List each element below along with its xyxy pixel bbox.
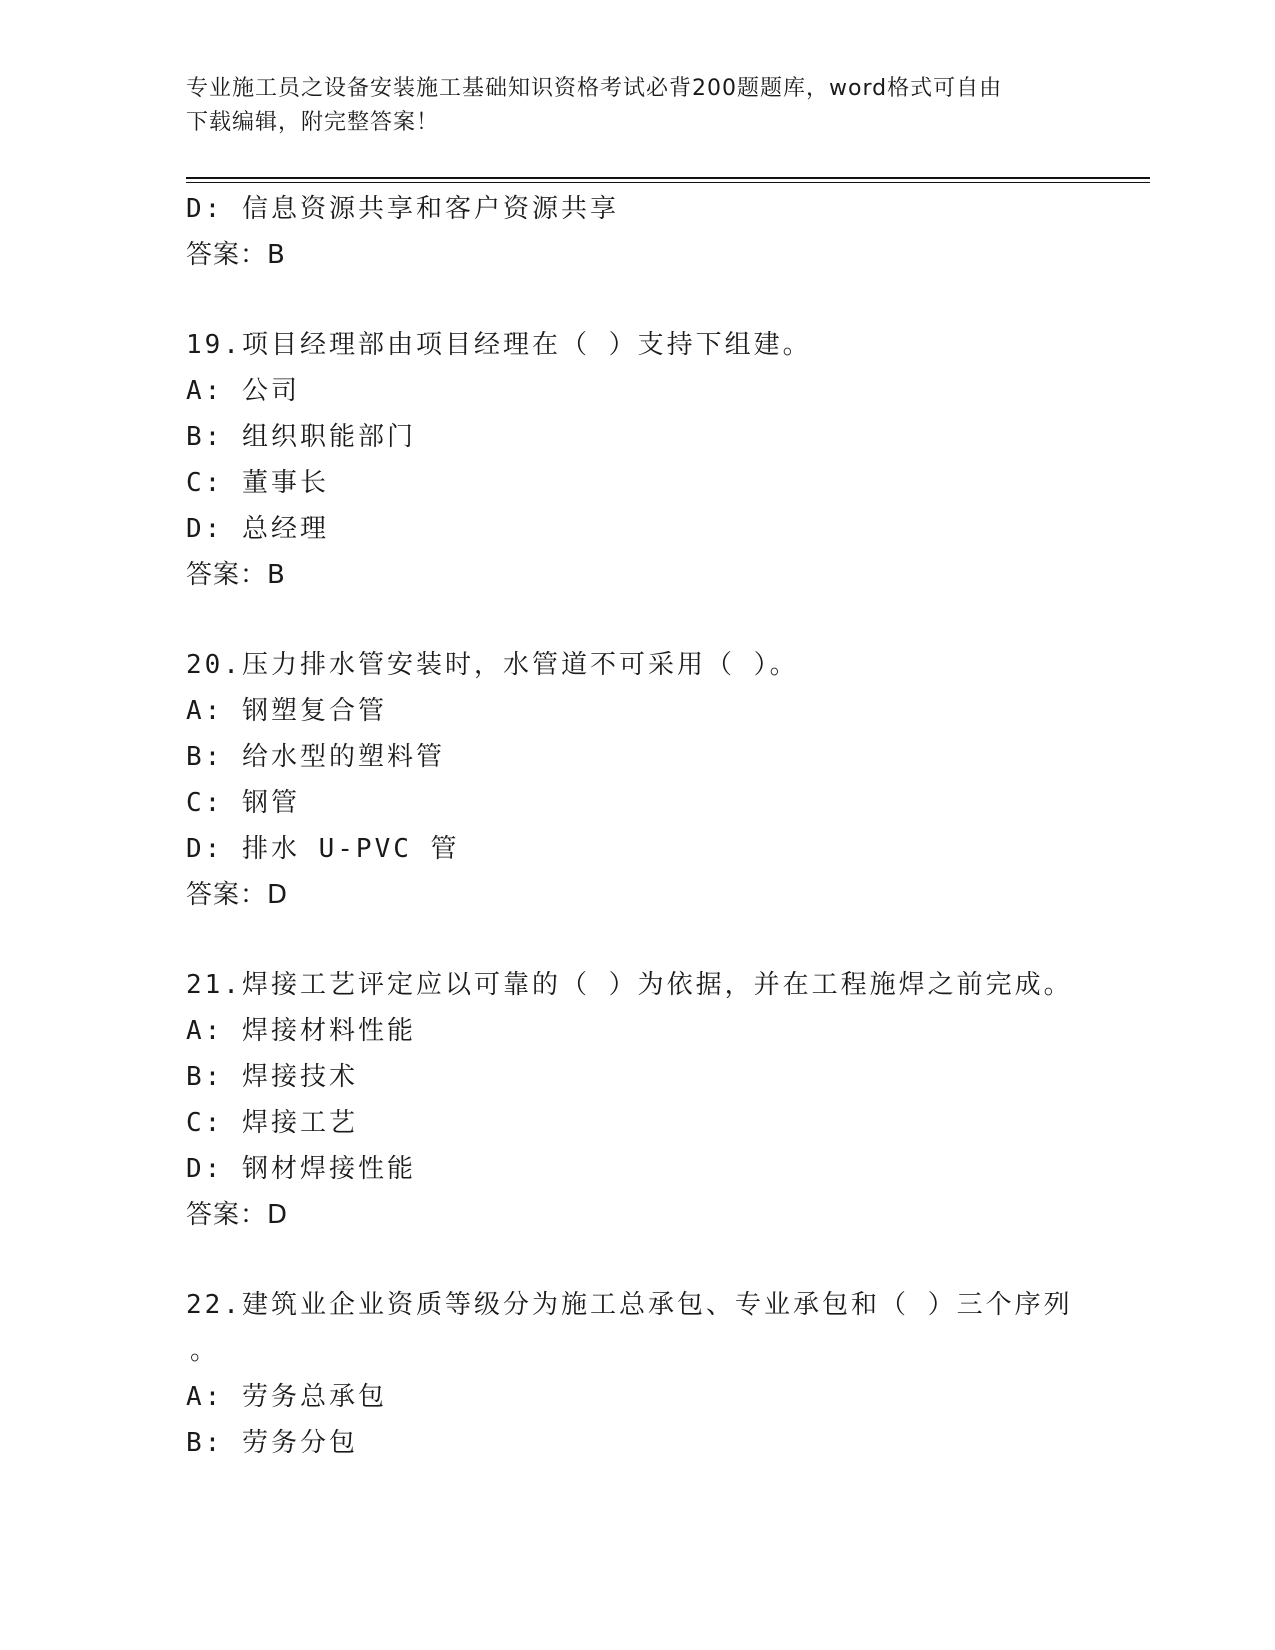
option-d: D: 排水 U-PVC 管 bbox=[186, 834, 460, 864]
option-b: B: 劳务分包 bbox=[186, 1428, 358, 1458]
question-19 bbox=[186, 322, 1126, 598]
answer: 答案：B bbox=[186, 560, 286, 590]
option-c: C: 钢管 bbox=[186, 788, 300, 818]
spacer bbox=[186, 1238, 1126, 1282]
question-21 bbox=[186, 962, 1126, 1238]
document-header bbox=[186, 72, 1066, 140]
header-divider-thin bbox=[186, 182, 1150, 183]
question-stem: 19.项目经理部由项目经理在（ ）支持下组建。 bbox=[186, 330, 812, 360]
option-a: A: 公司 bbox=[186, 376, 300, 406]
header-line-2: 下载编辑，附完整答案！ bbox=[186, 110, 440, 135]
option-d: D: 钢材焊接性能 bbox=[186, 1154, 416, 1184]
question-22 bbox=[186, 1282, 1126, 1466]
question-stem: 20.压力排水管安装时，水管道不可采用（ ）。 bbox=[186, 650, 799, 680]
option-c: C: 董事长 bbox=[186, 468, 329, 498]
option-a: A: 焊接材料性能 bbox=[186, 1016, 416, 1046]
option-b: B: 组织职能部门 bbox=[186, 422, 416, 452]
spacer bbox=[186, 278, 1126, 322]
option-c: C: 焊接工艺 bbox=[186, 1108, 358, 1138]
question-stem: 21.焊接工艺评定应以可靠的（ ）为依据，并在工程施焊之前完成。 bbox=[186, 970, 1073, 1000]
option-d: D: 总经理 bbox=[186, 514, 329, 544]
option-b: B: 焊接技术 bbox=[186, 1062, 358, 1092]
header-line-1: 专业施工员之设备安装施工基础知识资格考试必背200题题库，word格式可自由 bbox=[186, 76, 1003, 101]
spacer bbox=[186, 598, 1126, 642]
prev-option-d: D: 信息资源共享和客户资源共享 bbox=[186, 194, 619, 224]
answer: 答案：D bbox=[186, 1200, 289, 1230]
option-a: A: 钢塑复合管 bbox=[186, 696, 387, 726]
question-20 bbox=[186, 642, 1126, 918]
option-a: A: 劳务总承包 bbox=[186, 1382, 387, 1412]
question-stem-wrap: 。 bbox=[190, 1336, 217, 1366]
prev-answer: 答案：B bbox=[186, 240, 286, 270]
header-divider-thick bbox=[186, 177, 1150, 179]
question-stem: 22.建筑业企业资质等级分为施工总承包、专业承包和（ ）三个序列 bbox=[186, 1290, 1073, 1320]
spacer bbox=[186, 918, 1126, 962]
question-content bbox=[186, 186, 1126, 1466]
option-b: B: 给水型的塑料管 bbox=[186, 742, 445, 772]
answer: 答案：D bbox=[186, 880, 289, 910]
